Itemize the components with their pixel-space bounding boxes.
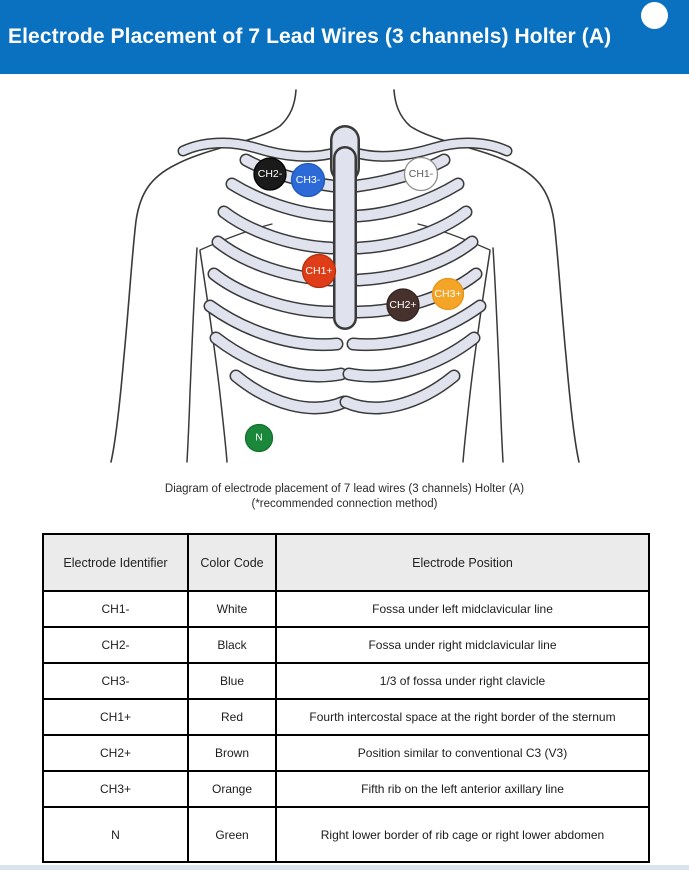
cell-electrode-identifier: CH3- (43, 663, 188, 699)
electrode-label-n: N (255, 432, 263, 444)
cell-electrode-identifier: CH1+ (43, 699, 188, 735)
electrode-n (246, 425, 273, 452)
cell-electrode-identifier: CH2+ (43, 735, 188, 771)
electrode-label-ch2-plus: CH2+ (389, 299, 417, 311)
cell-electrode-identifier: CH1- (43, 591, 188, 627)
cell-electrode-position: Fourth intercostal space at the right border of the sternum (276, 699, 649, 735)
table-row (43, 699, 649, 735)
cell-electrode-position: Fossa under right midclavicular line (276, 627, 649, 663)
cell-color-code: Black (188, 627, 276, 663)
corner-circle (641, 2, 668, 29)
electrode-table (42, 533, 650, 863)
electrode-ch1-plus (303, 255, 336, 288)
body-and-ribcage (111, 90, 579, 462)
electrode-ch1-minus (405, 158, 438, 191)
cell-electrode-identifier: N (43, 807, 188, 862)
table-row (43, 627, 649, 663)
electrode-ch3-minus (292, 164, 325, 197)
torso-diagram (90, 88, 600, 480)
electrode-label-ch2-minus: CH2- (257, 168, 283, 180)
table-header-row (43, 534, 649, 591)
table-row (43, 771, 649, 807)
title-bar (0, 0, 689, 74)
cell-electrode-identifier: CH3+ (43, 771, 188, 807)
caption-line-1: Diagram of electrode placement of 7 lead wires (3 channels) Holter (A) (164, 483, 525, 495)
electrode-ch2-plus (387, 289, 419, 321)
table-row (43, 591, 649, 627)
table-row (43, 735, 649, 771)
electrode-label-ch3-minus: CH3- (295, 174, 321, 186)
figure-caption (0, 482, 689, 512)
cell-electrode-position: 1/3 of fossa under right clavicle (276, 663, 649, 699)
caption-line-2: (*recommended connection method) (251, 498, 438, 510)
cell-color-code: Blue (188, 663, 276, 699)
electrode-label-ch1-minus: CH1- (408, 168, 434, 180)
electrode-label-ch1-plus: CH1+ (305, 265, 333, 277)
table-row (43, 807, 649, 862)
cell-electrode-position: Fifth rib on the left anterior axillary line (276, 771, 649, 807)
page-title: Electrode Placement of 7 Lead Wires (3 channels) Holter (A) (8, 25, 612, 49)
header-electrode-position: Electrode Position (276, 534, 649, 591)
header-electrode-identifier: Electrode Identifier (43, 534, 188, 591)
cell-color-code: White (188, 591, 276, 627)
header-color-code: Color Code (188, 534, 276, 591)
electrode-ch2-minus (254, 158, 286, 190)
cell-electrode-position: Right lower border of rib cage or right lower abdomen (276, 807, 649, 862)
cell-electrode-position: Position similar to conventional C3 (V3) (276, 735, 649, 771)
electrode-ch3-plus (433, 279, 464, 310)
cell-color-code: Orange (188, 771, 276, 807)
electrode-label-ch3-plus: CH3+ (434, 288, 462, 300)
cell-electrode-position: Fossa under left midclavicular line (276, 591, 649, 627)
cell-color-code: Brown (188, 735, 276, 771)
cell-color-code: Red (188, 699, 276, 735)
cell-color-code: Green (188, 807, 276, 862)
cell-electrode-identifier: CH2- (43, 627, 188, 663)
bottom-strip (0, 865, 689, 870)
table-row (43, 663, 649, 699)
